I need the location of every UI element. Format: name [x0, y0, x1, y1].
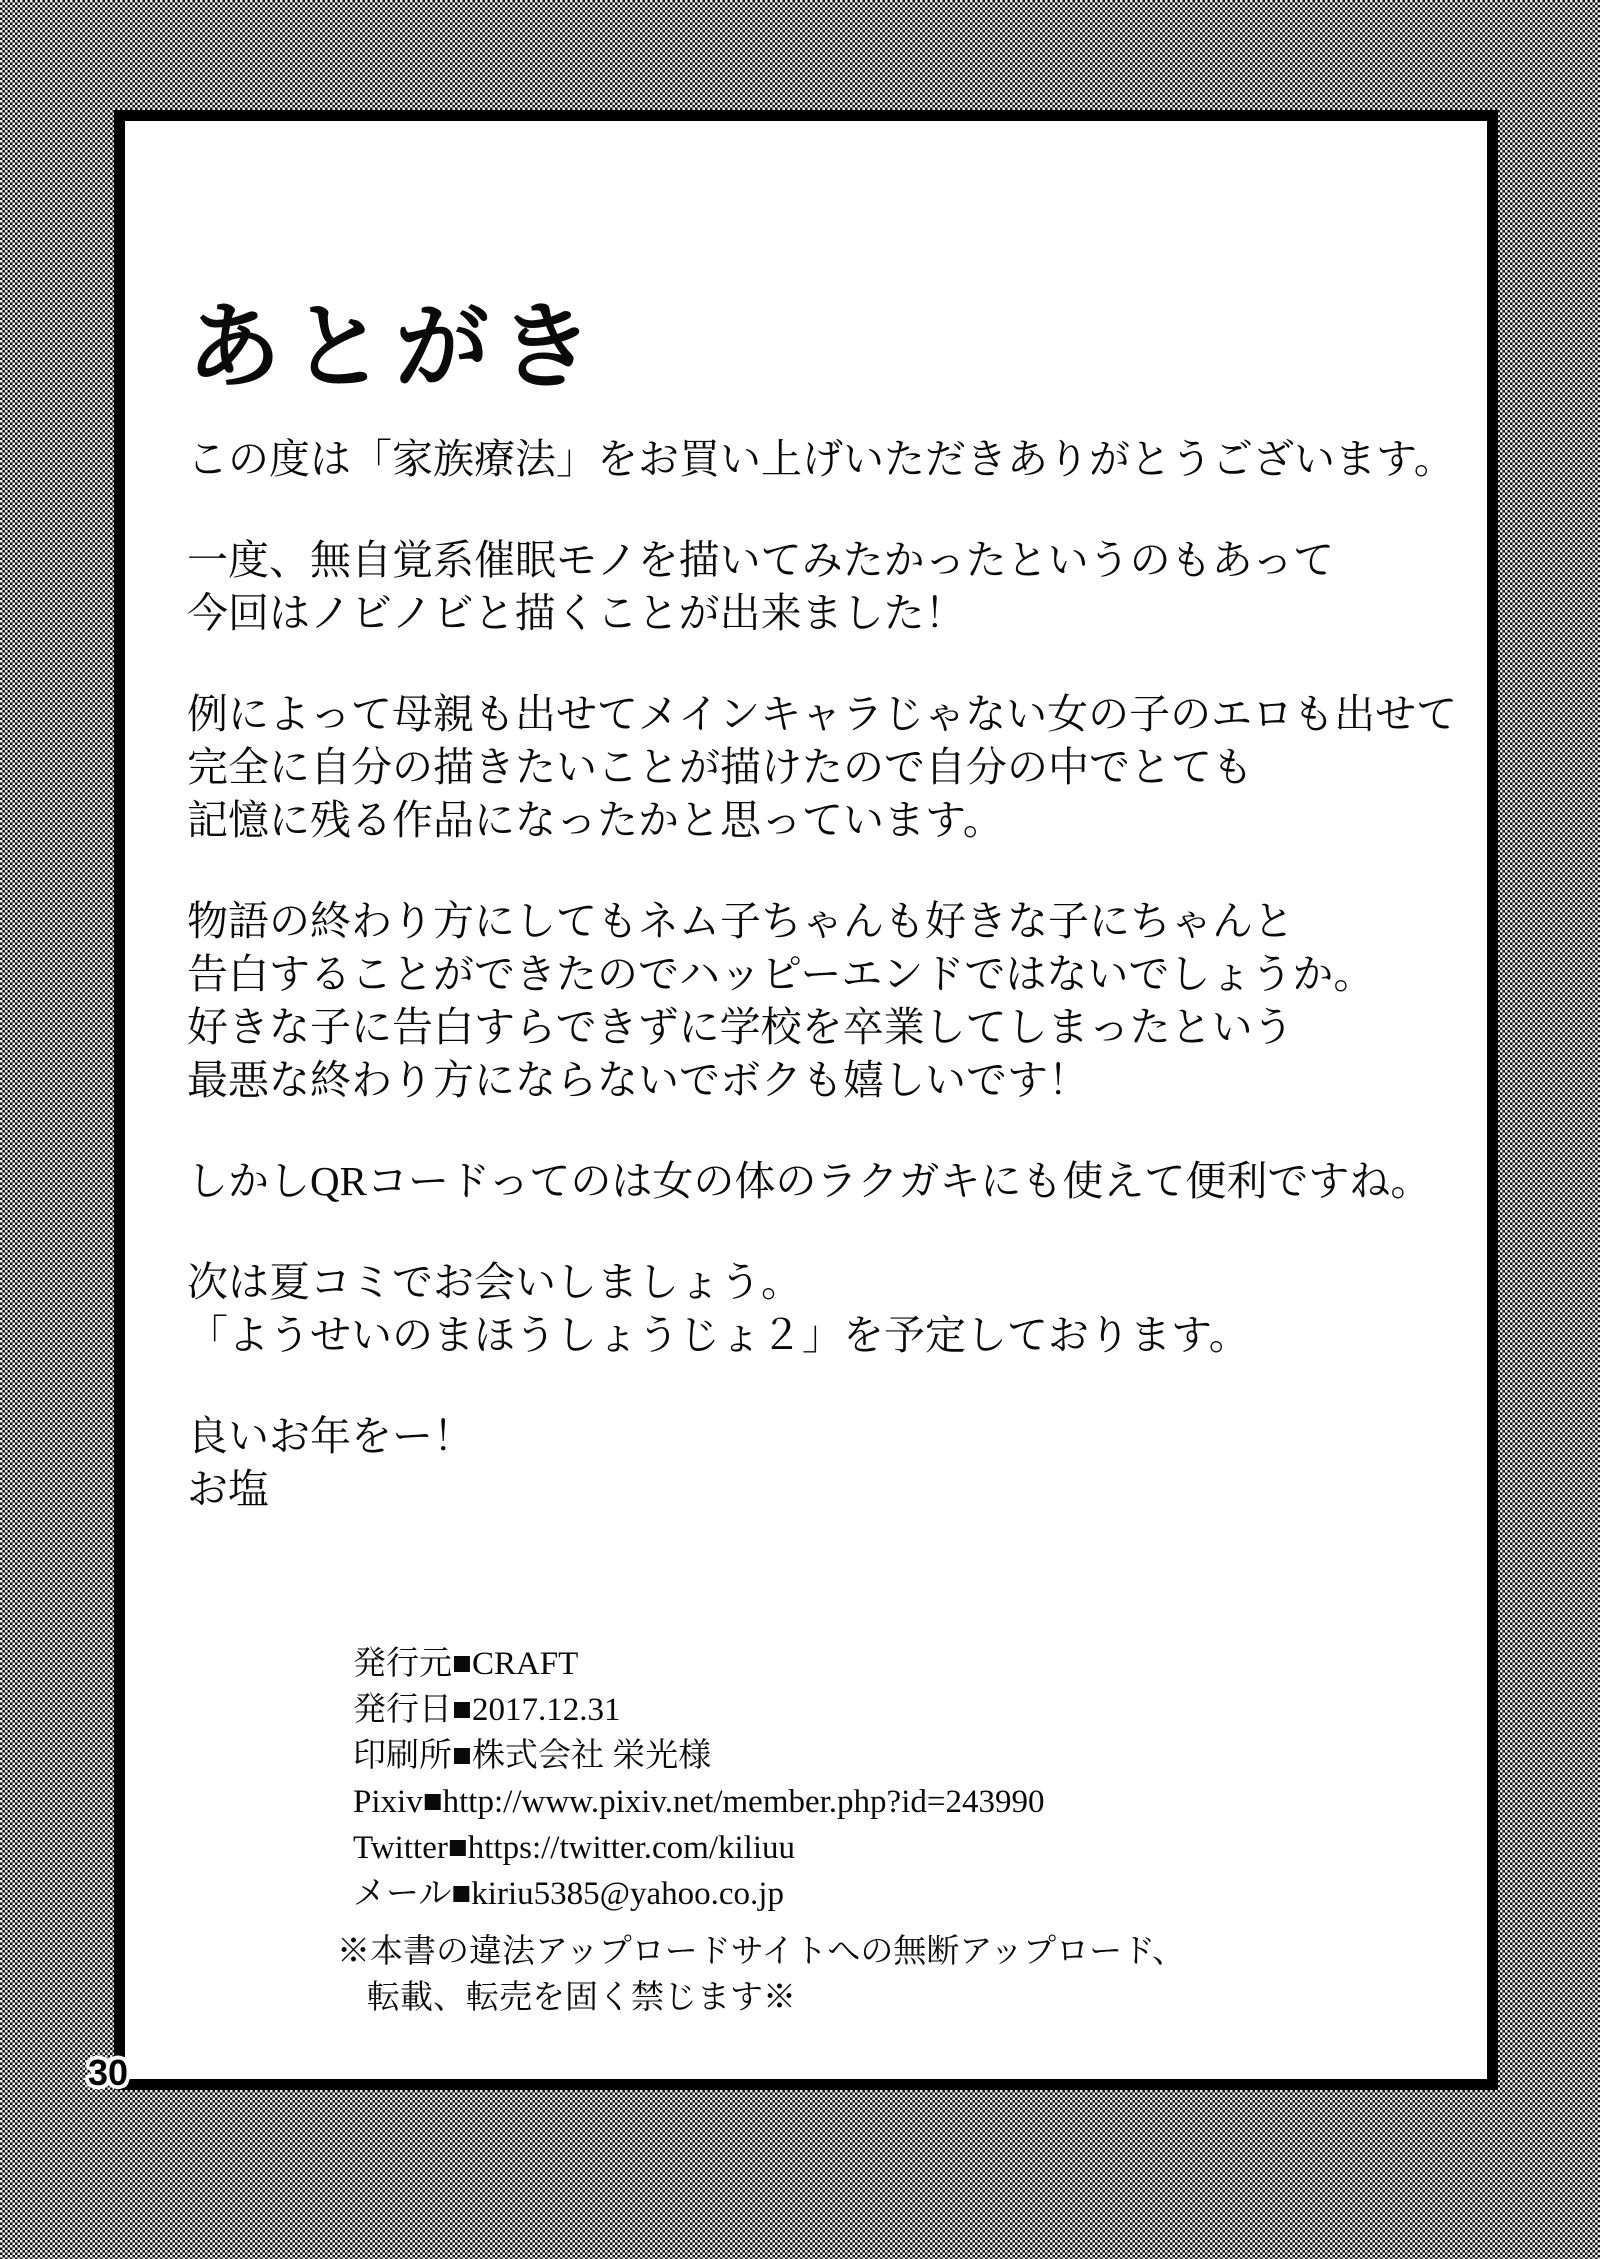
paragraph-next-event [187, 1256, 1487, 1362]
square-separator: ■ [452, 1738, 472, 1774]
page-number: 30 [88, 2052, 129, 2093]
colophon-label: メール [353, 1876, 452, 1912]
text-line: しかしQRコードってのは女の体のラクガキにも使えて便利ですね。 [187, 1158, 1432, 1204]
square-separator: ■ [451, 1876, 472, 1912]
afterword-body [187, 433, 1487, 1516]
twitter-url: https://twitter.com/kiliuu [467, 1830, 796, 1866]
paragraph-hypno [187, 534, 1487, 640]
paragraph-signoff [187, 1410, 1487, 1516]
text-line: 好きな子に告白すらできずに学校を卒業してしまったという [187, 1004, 1294, 1050]
colophon-value: 2017.12.31 [471, 1692, 621, 1728]
text-line: 一度、無自覚系催眠モノを描いてみたかったというのもあって [187, 537, 1335, 583]
colophon-value: CRAFT [471, 1646, 579, 1682]
afterword-page [114, 110, 1498, 2090]
text-line: 記憶に残る作品になったかと思っています。 [187, 797, 1004, 843]
square-separator: ■ [422, 1784, 443, 1820]
disclaimer-line: 転載、転売を固く禁じます※ [367, 1980, 796, 2016]
text-line: 例によって母親も出せてメインキャラじゃない女の子のエロも出せて [187, 691, 1458, 737]
text-line: 完全に自分の描きたいことが描けたので自分の中でとても [187, 744, 1253, 790]
page-title: あとがき [187, 296, 604, 400]
colophon [353, 1641, 1487, 1917]
paragraph-memorable [187, 688, 1487, 847]
colophon-row-printer [353, 1733, 1487, 1779]
text-line: 次は夏コミでお会いしましょう。 [187, 1259, 802, 1305]
square-separator: ■ [452, 1646, 472, 1682]
colophon-row-twitter [353, 1825, 1487, 1871]
colophon-value: 株式会社 栄光様 [471, 1738, 712, 1774]
paragraph-thanks [187, 433, 1487, 486]
email-address: kiriu5385@yahoo.co.jp [471, 1876, 784, 1912]
text-line: 物語の終わり方にしてもネム子ちゃんも好きな子にちゃんと [187, 898, 1294, 944]
colophon-label: Pixiv [353, 1784, 423, 1820]
paragraph-ending [187, 895, 1487, 1107]
colophon-label: 印刷所 [353, 1738, 452, 1774]
disclaimer [337, 1929, 1487, 2021]
square-separator: ■ [447, 1830, 468, 1866]
author-name: お塩 [187, 1466, 269, 1512]
text-line: 今回はノビノビと描くことが出来ました！ [187, 590, 966, 636]
colophon-label: Twitter [353, 1830, 448, 1866]
text-line: 告白することができたのでハッピーエンドではないでしょうか。 [187, 951, 1375, 997]
colophon-row-publisher [353, 1641, 1487, 1687]
pixiv-url: http://www.pixiv.net/member.php?id=243990 [442, 1784, 1045, 1820]
text-line: この度は「家族療法」をお買い上げいただきありがとうございます。 [187, 436, 1455, 482]
colophon-label: 発行日 [353, 1692, 452, 1728]
colophon-row-date [353, 1687, 1487, 1733]
text-line: 「ようせいのまほうしょうじょ２」を予定しております。 [187, 1312, 1250, 1358]
disclaimer-line: ※本書の違法アップロードサイトへの無断アップロード、 [337, 1934, 1186, 1970]
colophon-row-pixiv [353, 1779, 1487, 1825]
square-separator: ■ [452, 1692, 472, 1728]
text-line: 良いお年をー！ [187, 1413, 474, 1459]
colophon-row-mail [353, 1871, 1487, 1917]
text-line: 最悪な終わり方にならないでボクも嬉しいです！ [187, 1057, 1089, 1103]
paragraph-qrcode [187, 1155, 1487, 1208]
colophon-label: 発行元 [353, 1646, 452, 1682]
